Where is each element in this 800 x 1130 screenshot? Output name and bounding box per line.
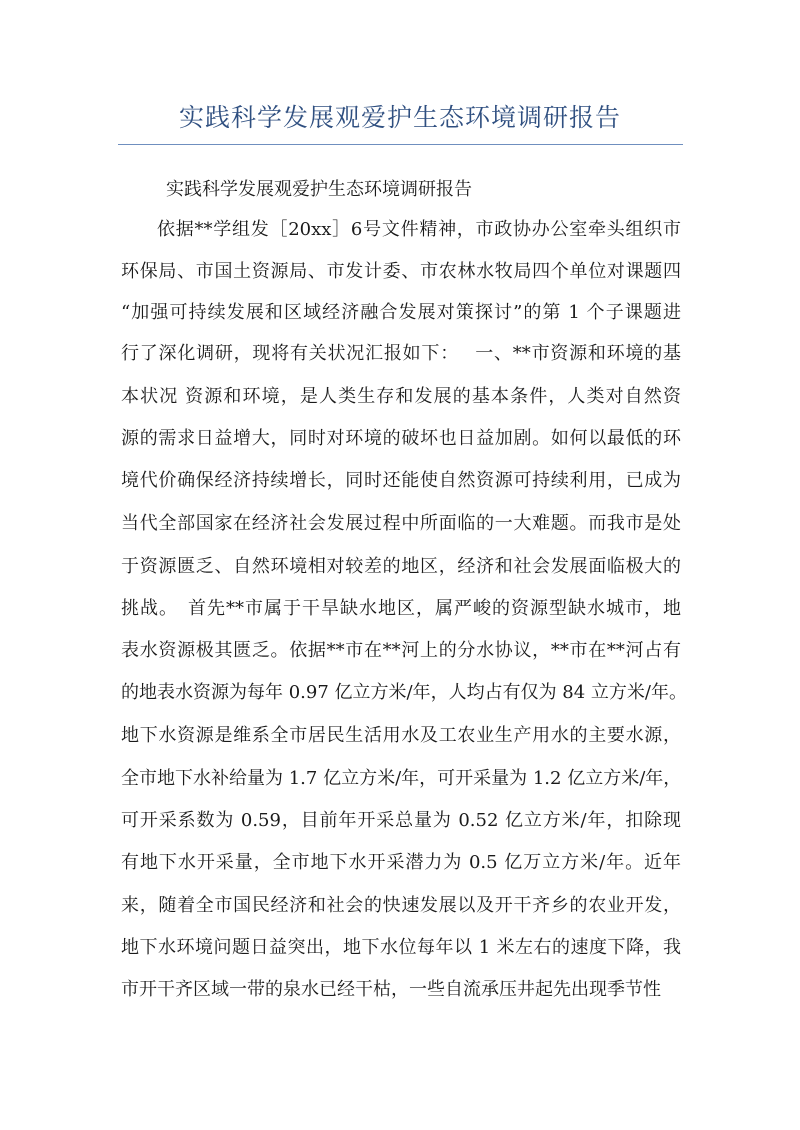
body-line: 市开干齐区域一带的泉水已经干枯，一些自流承压井起先出现季节性 [121, 979, 661, 1000]
title-divider [118, 144, 683, 145]
body-line: 可开采系数为 0.59，目前年开采总量为 0.52 亿立方米/年，扣除现 [121, 810, 681, 831]
body-line: 挑战。 首先**市属于干旱缺水地区，属严峻的资源型缺水城市，地 [121, 598, 681, 619]
body-line: 依据**学组发［20xx］6号文件精神，市政协办公室牵头组织市 [157, 219, 681, 240]
document-title: 实践科学发展观爱护生态环境调研报告 [178, 103, 621, 132]
body-line: 来，随着全市国民经济和社会的快速发展以及开干齐乡的农业开发， [121, 895, 681, 916]
body-line: 有地下水开采量，全市地下水开采潜力为 0.5 亿万立方米/年。近年 [121, 852, 681, 873]
body-line: 全市地下水补给量为 1.7 亿立方米/年，可开采量为 1.2 亿立方米/年， [121, 768, 682, 789]
body-line: 的地表水资源为每年 0.97 亿立方米/年，人均占有仅为 84 立方米/年。 [121, 682, 687, 703]
body-line: 地下水资源是维系全市居民生活用水及工农业生产用水的主要水源， [121, 725, 681, 746]
body-line: 本状况 资源和环境，是人类生存和发展的基本条件，人类对自然资 [121, 386, 681, 407]
body-line: 环保局、市国土资源局、市发计委、市农林水牧局四个单位对课题四 [121, 261, 681, 282]
body-line: “加强可持续发展和区域经济融合发展对策探讨”的第 1 个子课题进 [121, 302, 681, 323]
body-line: 源的需求日益增大，同时对环境的破坏也日益加剧。如何以最低的环 [121, 428, 681, 449]
body-line: 境代价确保经济持续增长，同时还能使自然资源可持续利用，已成为 [121, 470, 681, 491]
body-line: 于资源匮乏、自然环境相对较差的地区，经济和社会发展面临极大的 [121, 556, 681, 577]
body-line: 地下水环境问题日益突出，地下水位每年以 1 米左右的速度下降，我 [121, 937, 681, 958]
document-subtitle: 实践科学发展观爱护生态环境调研报告 [166, 179, 472, 200]
body-line: 表水资源极其匮乏。依据**市在**河上的分水协议，**市在**河占有 [121, 640, 681, 661]
body-line: 当代全部国家在经济社会发展过程中所面临的一大难题。而我市是处 [121, 513, 681, 534]
body-line: 行了深化调研，现将有关状况汇报如下： 一、**市资源和环境的基 [121, 343, 681, 364]
